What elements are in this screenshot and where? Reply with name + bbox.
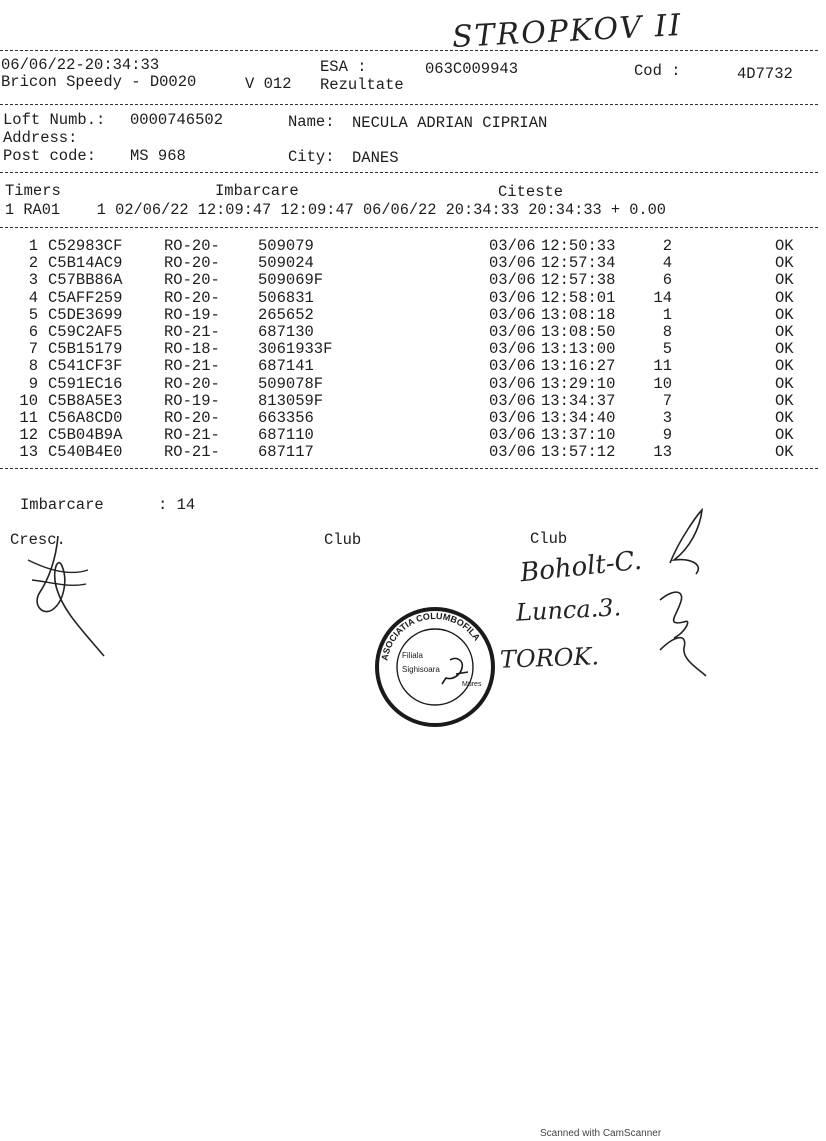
arrival-date: 03/06 xyxy=(489,340,536,359)
row-number: 8 xyxy=(28,357,38,376)
breeder-signature xyxy=(18,530,118,660)
ring-prefix: RO-20- xyxy=(164,254,220,273)
status: OK xyxy=(775,409,794,427)
arrival-date: 03/06 xyxy=(489,426,536,445)
fancier-name-value: NECULA ADRIAN CIPRIAN xyxy=(352,114,548,132)
chip-id: C541CF3F xyxy=(48,357,123,376)
row-number: 9 xyxy=(28,374,38,393)
ring-number: 3061933F xyxy=(258,340,333,359)
row-number: 11 xyxy=(19,409,38,427)
row-number: 12 xyxy=(19,426,38,445)
chip-id: C5B04B9A xyxy=(48,426,123,445)
arrival-time: 13:34:40 xyxy=(541,409,616,427)
status: OK xyxy=(775,391,794,410)
arrival-date: 03/06 xyxy=(489,254,536,273)
status: OK xyxy=(775,443,794,462)
row-number: 5 xyxy=(28,305,38,324)
handwritten-title: STROPKOV II xyxy=(451,7,684,56)
status: OK xyxy=(775,323,794,341)
loft-number-value: 0000746502 xyxy=(130,111,224,129)
separator-line xyxy=(0,50,818,51)
ring-number: 509079 xyxy=(258,237,314,255)
position: 13 xyxy=(653,443,672,462)
row-number: 7 xyxy=(28,340,38,359)
status: OK xyxy=(775,288,794,307)
timers-label: Timers xyxy=(5,182,61,200)
arrival-time: 13:34:37 xyxy=(541,391,616,410)
ring-number: 509024 xyxy=(258,254,314,273)
position: 10 xyxy=(653,374,672,393)
chip-id: C56A8CD0 xyxy=(48,409,123,427)
esa-value: 063C009943 xyxy=(425,60,519,78)
post-code-label: Post code: xyxy=(3,147,97,165)
ring-number: 663356 xyxy=(258,409,314,427)
cod-label: Cod : xyxy=(634,62,681,80)
position: 8 xyxy=(662,323,672,341)
chip-id: C5DE3699 xyxy=(48,305,123,324)
device-version: V 012 xyxy=(245,75,292,93)
arrival-time: 13:57:12 xyxy=(541,443,616,462)
address-label: Address: xyxy=(3,129,78,147)
ring-prefix: RO-20- xyxy=(164,409,220,427)
position: 1 xyxy=(662,305,672,324)
arrival-date: 03/06 xyxy=(489,357,536,376)
city-value: DANES xyxy=(352,149,399,167)
ring-prefix: RO-18- xyxy=(164,340,220,359)
chip-id: C57BB86A xyxy=(48,271,123,290)
ring-prefix: RO-20- xyxy=(164,237,220,255)
separator-line xyxy=(0,227,818,228)
row-number: 2 xyxy=(28,254,38,273)
ring-prefix: RO-21- xyxy=(164,443,220,462)
chip-id: C540B4E0 xyxy=(48,443,123,462)
row-number: 4 xyxy=(28,288,38,307)
arrival-time: 13:16:27 xyxy=(541,357,616,376)
row-number: 6 xyxy=(28,323,38,341)
ring-number: 687110 xyxy=(258,426,314,445)
ring-number: 509078F xyxy=(258,374,324,393)
rezultate-label: Rezultate xyxy=(320,76,404,94)
status: OK xyxy=(775,271,794,290)
report-datetime: 06/06/22-20:34:33 xyxy=(1,56,160,74)
arrival-time: 13:08:50 xyxy=(541,323,616,341)
row-number: 13 xyxy=(19,443,38,462)
ring-prefix: RO-20- xyxy=(164,288,220,307)
ring-prefix: RO-19- xyxy=(164,391,220,410)
status: OK xyxy=(775,254,794,273)
club-signature-2: Lunca.3. xyxy=(515,593,622,627)
ring-prefix: RO-20- xyxy=(164,271,220,290)
arrival-time: 12:58:01 xyxy=(541,288,616,307)
arrival-date: 03/06 xyxy=(489,409,536,427)
stamp-side-text: Mures xyxy=(462,681,482,688)
row-number: 1 xyxy=(28,237,38,255)
status: OK xyxy=(775,237,794,255)
position: 7 xyxy=(662,391,672,410)
chip-id: C5AFF259 xyxy=(48,288,123,307)
status: OK xyxy=(775,357,794,376)
scanner-watermark: Scanned with CamScanner xyxy=(540,1128,662,1139)
ring-number: 813059F xyxy=(258,391,324,410)
club-label-right: Club xyxy=(530,530,568,548)
ring-number: 687130 xyxy=(258,323,314,341)
position: 3 xyxy=(662,409,672,427)
arrival-date: 03/06 xyxy=(489,237,536,255)
club-signature-1: Boholt-C. xyxy=(518,545,644,589)
separator-line xyxy=(0,104,818,105)
ring-prefix: RO-21- xyxy=(164,357,220,376)
citeste-header: Citeste xyxy=(498,183,564,201)
basketed-label: Imbarcare xyxy=(20,496,104,514)
status: OK xyxy=(775,374,794,393)
breeder-signature-label: Cresc. xyxy=(10,531,66,549)
arrival-time: 12:57:38 xyxy=(541,271,616,290)
association-stamp xyxy=(372,604,498,730)
ring-number: 687117 xyxy=(258,443,314,462)
status: OK xyxy=(775,340,794,359)
position: 2 xyxy=(662,237,672,255)
ring-prefix: RO-20- xyxy=(164,374,220,393)
arrival-time: 13:37:10 xyxy=(541,426,616,445)
position: 5 xyxy=(662,340,672,359)
position: 4 xyxy=(662,254,672,273)
status: OK xyxy=(775,426,794,445)
chip-id: C5B14AC9 xyxy=(48,254,123,273)
arrival-time: 12:57:34 xyxy=(541,254,616,273)
arrival-date: 03/06 xyxy=(489,374,536,393)
device-name: Bricon Speedy - D0020 xyxy=(1,73,197,91)
ring-number: 265652 xyxy=(258,305,314,324)
chip-id: C5B8A5E3 xyxy=(48,391,123,410)
stamp-center-2: Sighisoara xyxy=(402,665,440,674)
position: 9 xyxy=(662,426,672,445)
chip-id: C52983CF xyxy=(48,237,123,255)
city-label: City: xyxy=(288,148,335,166)
separator-line xyxy=(0,468,818,469)
position: 6 xyxy=(662,271,672,290)
cod-value: 4D7732 xyxy=(737,65,793,83)
chip-id: C5B15179 xyxy=(48,340,123,359)
chip-id: C591EC16 xyxy=(48,374,123,393)
ring-number: 509069F xyxy=(258,271,324,290)
timer-line: 1 RA01 1 02/06/22 12:09:47 12:09:47 06/06/22 20:34:33 20:34:33 + 0.00 xyxy=(5,201,666,219)
club-scribble-signature xyxy=(640,508,720,678)
ring-prefix: RO-21- xyxy=(164,426,220,445)
separator-line xyxy=(0,172,818,173)
row-number: 10 xyxy=(19,391,38,410)
post-code-value: MS 968 xyxy=(130,147,186,165)
stamp-center-1: Filiala xyxy=(402,651,423,660)
arrival-date: 03/06 xyxy=(489,288,536,307)
club-signature-3: TOROK. xyxy=(499,642,600,674)
chip-id: C59C2AF5 xyxy=(48,323,123,341)
arrival-time: 13:29:10 xyxy=(541,374,616,393)
arrival-date: 03/06 xyxy=(489,271,536,290)
row-number: 3 xyxy=(28,271,38,290)
arrival-date: 03/06 xyxy=(489,305,536,324)
arrival-time: 13:08:18 xyxy=(541,305,616,324)
arrival-date: 03/06 xyxy=(489,391,536,410)
arrival-date: 03/06 xyxy=(489,443,536,462)
esa-label: ESA : xyxy=(320,58,367,76)
fancier-name-label: Name: xyxy=(288,113,335,131)
imbarcare-header: Imbarcare xyxy=(215,182,299,200)
arrival-date: 03/06 xyxy=(489,323,536,341)
ring-number: 506831 xyxy=(258,288,314,307)
arrival-time: 13:13:00 xyxy=(541,340,616,359)
stamp-ring-text: ASOCIATIA COLUMBOFILA xyxy=(379,610,483,662)
position: 14 xyxy=(653,288,672,307)
ring-prefix: RO-19- xyxy=(164,305,220,324)
ring-number: 687141 xyxy=(258,357,314,376)
ring-prefix: RO-21- xyxy=(164,323,220,341)
status: OK xyxy=(775,305,794,324)
position: 11 xyxy=(653,357,672,376)
club-label-left: Club xyxy=(324,531,362,549)
arrival-time: 12:50:33 xyxy=(541,237,616,255)
basketed-count: : 14 xyxy=(158,496,196,514)
loft-number-label: Loft Numb.: xyxy=(3,111,106,129)
